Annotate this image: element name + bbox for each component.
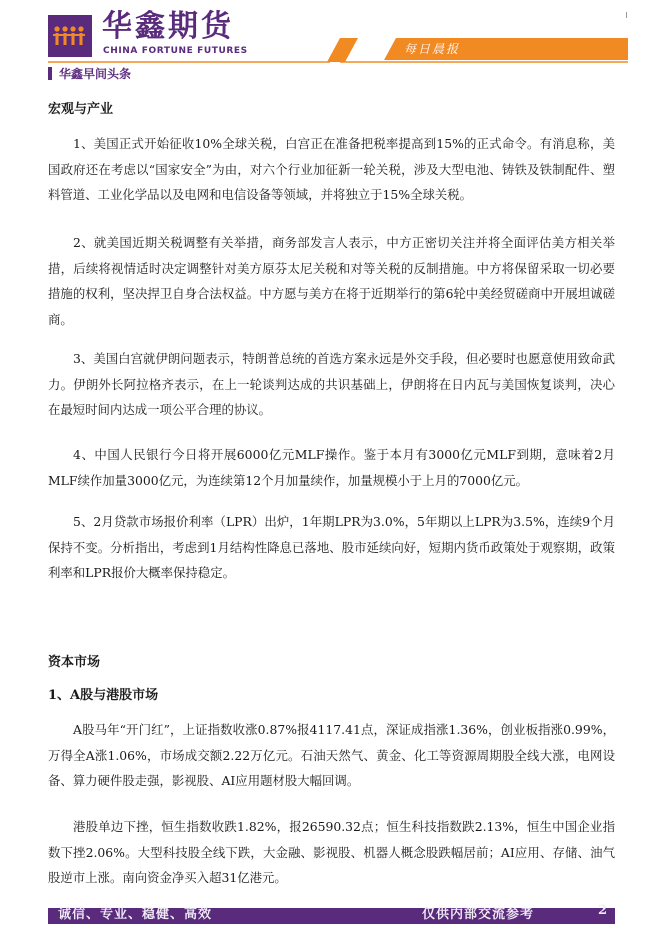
company-name-cn: 华鑫期货 <box>102 9 234 44</box>
footer-notice: 仅供内部交流参考 <box>422 907 535 922</box>
section-tag-bar <box>48 67 52 80</box>
company-name-en: CHINA FORTUNE FUTURES <box>103 46 248 56</box>
page-header <box>0 0 662 64</box>
macro-item-5: 5、2月贷款市场报价利率（LPR）出炉，1年期LPR为3.0%，5年期以上LPR为3.5%，连续9个月保持不变。分析指出，考虑到1月结构性降息已落地、股市延续向好，短期内货币政策处于观察期，政策利率和LPR报价大概率保持稳定。 <box>48 514 615 580</box>
macro-item-4: 4、中国人民银行今日将开展6000亿元MLF操作。鉴于本月有3000亿元MLF到期，意味着2月MLF续作加量3000亿元，为连续第12个月加量续作，加量规模小于上月的7000亿元。 <box>48 447 615 488</box>
company-logo <box>48 15 92 57</box>
page-footer <box>48 902 615 924</box>
footer-motto: 诚信、专业、稳健、高效 <box>58 907 213 922</box>
heading-macro: 宏观与产业 <box>48 102 114 117</box>
heading-capital-market: 资本市场 <box>48 655 101 670</box>
heading-a-share-hk: 1、A股与港股市场 <box>48 688 159 703</box>
a-share-paragraph: A股马年“开门红”，上证指数收涨0.87%报4117.41点，深证成指涨1.36%，创业板指涨0.99%，万得全A涨1.06%，市场成交额2.22万亿元。石油天然气、黄金、化工等资源周期股全线大涨，电网设备、算力硬件股走强，影视股、AI应用题材股大幅回调。 <box>48 722 615 788</box>
corner-mark <box>626 12 627 18</box>
section-tag-text: 华鑫早间头条 <box>59 66 132 81</box>
hk-share-paragraph: 港股单边下挫，恒生指数收跌1.82%，报26590.32点；恒生科技指数跌2.13%，恒生中国企业指数下挫2.06%。大型科技股全线下跌，大金融、影视股、机器人概念股跌幅居前；AI应用、存储、油气股逆市上涨。南向资金净买入超31亿港元。 <box>48 819 615 885</box>
page-number: 2 <box>598 903 608 918</box>
macro-item-3: 3、美国白宫就伊朗问题表示，特朗普总统的首选方案永远是外交手段，但必要时也愿意使用致命武力。伊朗外长阿拉格齐表示，在上一轮谈判达成的共识基础上，伊朗将在日内瓦与美国恢复谈判，决心在最短时间内达成一项公平合理的协议。 <box>48 351 615 417</box>
section-tag <box>48 65 131 81</box>
logo-people-icon <box>48 15 92 57</box>
report-type-label: 每日晨报 <box>404 42 461 56</box>
header-accent-stripe <box>327 38 358 62</box>
macro-item-2: 2、就美国近期关税调整有关举措，商务部发言人表示，中方正密切关注并将全面评估美方相关举措，后续将视情适时决定调整针对美方原芬太尼关税和对等关税的反制措施。中方将保留采取一切必要措施的权利，坚决捍卫自身合法权益。中方愿与美方在将于近期举行的第6轮中美经贸磋商中开展坦诚磋商。 <box>48 235 615 327</box>
macro-item-1: 1、美国正式开始征收10%全球关税，白宫正在准备把税率提高到15%的正式命令。有消息称，美国政府还在考虑以“国家安全”为由，对六个行业加征新一轮关税，涉及大型电池、铸铁及铁制配件、塑料管道、工业化学品以及电网和电信设备等领域，并将独立于15%全球关税。 <box>48 136 615 202</box>
